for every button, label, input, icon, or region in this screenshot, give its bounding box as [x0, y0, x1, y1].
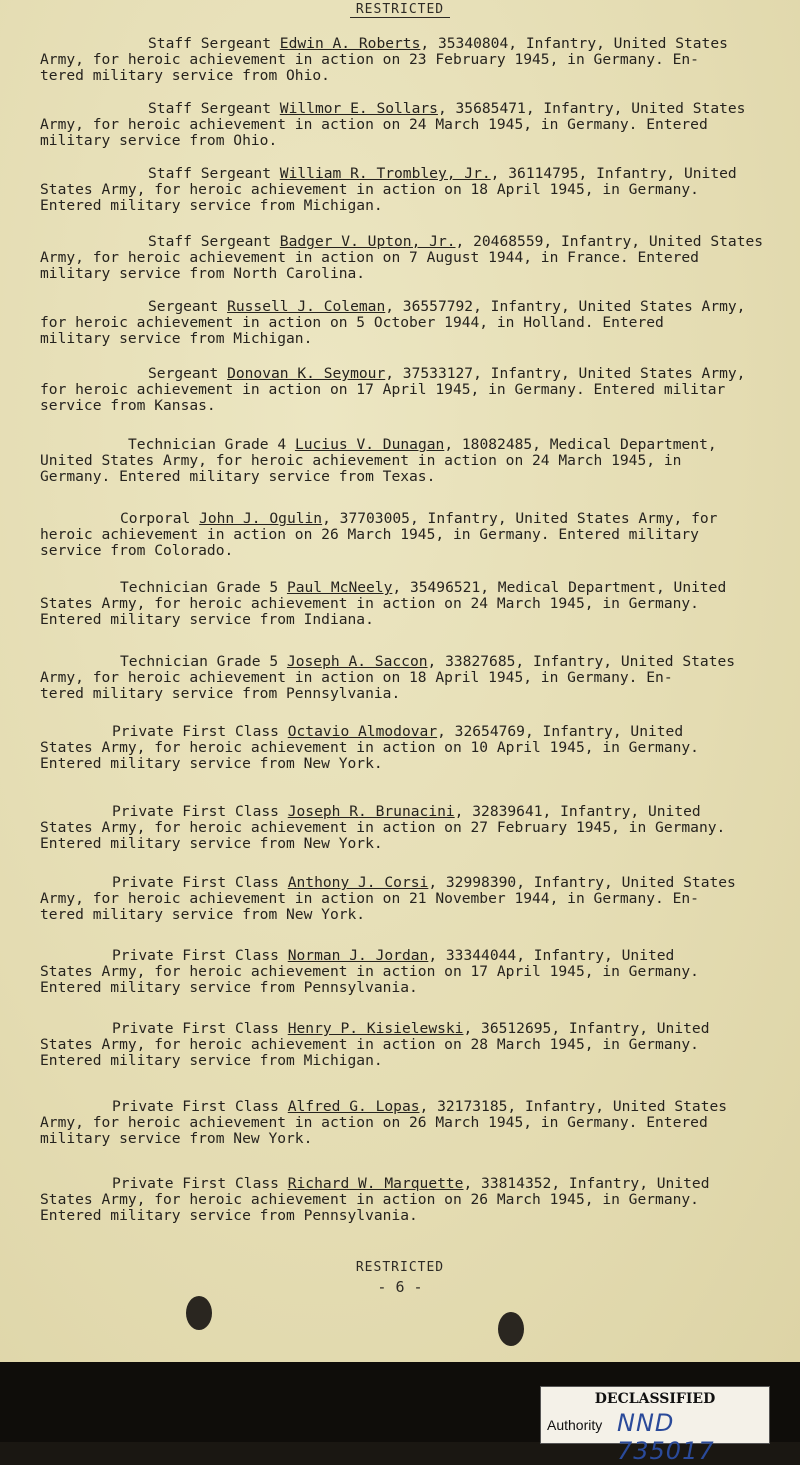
punch-hole-right: [498, 1312, 524, 1346]
citation-entry: Staff Sergeant Willmor E. Sollars, 35685471, Infantry, United States Army, for heroic achievement in action on 24 March 1945, in Germany. Entered military service from Ohio.: [40, 100, 746, 149]
citation-entry: Private First Class Anthony J. Corsi, 32998390, Infantry, United States Army, for heroic achievement in action on 21 November 1944, in Germany. En- tered military service from New York.: [40, 874, 736, 923]
citation-entry: Private First Class Henry P. Kisielewski, 36512695, Infantry, United States Army, for heroic achievement in action on 28 March 1945, in Germany. Entered military service from Michigan.: [40, 1020, 710, 1069]
declassification-stamp: [540, 1386, 770, 1465]
citation-entry: Sergeant Donovan K. Seymour, 37533127, Infantry, United States Army, for heroic achievement in action on 17 April 1945, in Germany. Entered militar service from Kansas.: [40, 365, 746, 414]
soldier-name: Russell J. Coleman: [227, 298, 386, 315]
citation-entry: Technician Grade 5 Joseph A. Saccon, 33827685, Infantry, United States Army, for heroic achievement in action on 18 April 1945, in Germany. En- tered military service from Pennsylvania.: [40, 653, 736, 702]
authority-label: Authority: [547, 1417, 603, 1433]
soldier-name: Donovan K. Seymour: [227, 365, 386, 382]
soldier-name: Alfred G. Lopas: [287, 1098, 420, 1115]
declassified-label: DECLASSIFIED: [594, 1391, 716, 1407]
citation-entry: Private First Class Octavio Almodovar, 32654769, Infantry, United States Army, for heroic achievement in action on 10 April 1945, in Germany. Entered military service from New York.: [40, 723, 699, 772]
soldier-name: Anthony J. Corsi: [287, 874, 429, 891]
citation-entry: Corporal John J. Ogulin, 37703005, Infantry, United States Army, for heroic achievement in action on 26 March 1945, in Germany. Entered military service from Colorado.: [40, 510, 718, 559]
citation-entry: Technician Grade 4 Lucius V. Dunagan, 18082485, Medical Department, United States Army, for heroic achievement in action on 24 March 1945, in Germany. Entered military service from Texas.: [40, 436, 717, 485]
soldier-name: Joseph A. Saccon: [286, 653, 428, 670]
authority-code: NND 735017: [617, 1409, 715, 1465]
punch-hole-left: [186, 1296, 212, 1330]
soldier-name: Richard W. Marquette: [287, 1175, 464, 1192]
citation-entry: Private First Class Joseph R. Brunacini, 32839641, Infantry, United States Army, for heroic achievement in action on 27 February 1945, in Germany. Entered military service from New York.: [40, 803, 726, 852]
citation-entry: Private First Class Richard W. Marquette, 33814352, Infantry, United States Army, for heroic achievement in action on 26 March 1945, in Germany. Entered military service from Pennsylvania.: [40, 1175, 710, 1224]
soldier-name: William R. Trombley, Jr.: [279, 165, 491, 182]
soldier-name: Octavio Almodovar: [287, 723, 438, 740]
soldier-name: John J. Ogulin: [199, 510, 323, 527]
soldier-name: Norman J. Jordan: [287, 947, 429, 964]
citation-entry: Sergeant Russell J. Coleman, 36557792, Infantry, United States Army, for heroic achievement in action on 5 October 1944, in Holland. Entered military service from Michigan.: [40, 298, 746, 347]
soldier-name: Edwin A. Roberts: [279, 35, 421, 52]
citation-entry: Private First Class Norman J. Jordan, 33344044, Infantry, United States Army, for heroic achievement in action on 17 April 1945, in Germany. Entered military service from Pennsylvania.: [40, 947, 699, 996]
citation-entry: Private First Class Alfred G. Lopas, 32173185, Infantry, United States Army, for heroic achievement in action on 26 March 1945, in Germany. Entered military service from New York.: [40, 1098, 728, 1147]
soldier-name: Joseph R. Brunacini: [287, 803, 455, 820]
citation-entry: Staff Sergeant Edwin A. Roberts, 35340804, Infantry, United States Army, for heroic achievement in action on 23 February 1945, in Germany. En- tered military service from Ohio.: [40, 35, 728, 84]
soldier-name: Henry P. Kisielewski: [287, 1020, 464, 1037]
soldier-name: Lucius V. Dunagan: [294, 436, 445, 453]
soldier-name: Badger V. Upton, Jr.: [279, 233, 456, 250]
citation-entry: Staff Sergeant Badger V. Upton, Jr., 20468559, Infantry, United States Army, for heroic achievement in action on 7 August 1944, in France. Entered military service from North Carolina.: [40, 233, 764, 282]
soldier-name: Willmor E. Sollars: [279, 100, 438, 117]
soldier-name: Paul McNeely: [286, 579, 393, 596]
header-classification-marking: RESTRICTED: [0, 2, 800, 17]
footer-classification-marking: RESTRICTED: [355, 1260, 445, 1275]
page-number: - 6 -: [377, 1278, 423, 1296]
citation-entry: Technician Grade 5 Paul McNeely, 35496521, Medical Department, United States Army, for heroic achievement in action on 24 March 1945, in Germany. Entered military service from Indiana.: [40, 579, 727, 628]
citation-entry: Staff Sergeant William R. Trombley, Jr., 36114795, Infantry, United States Army, for heroic achievement in action on 18 April 1945, in Germany. Entered military service from Michigan.: [40, 165, 737, 214]
